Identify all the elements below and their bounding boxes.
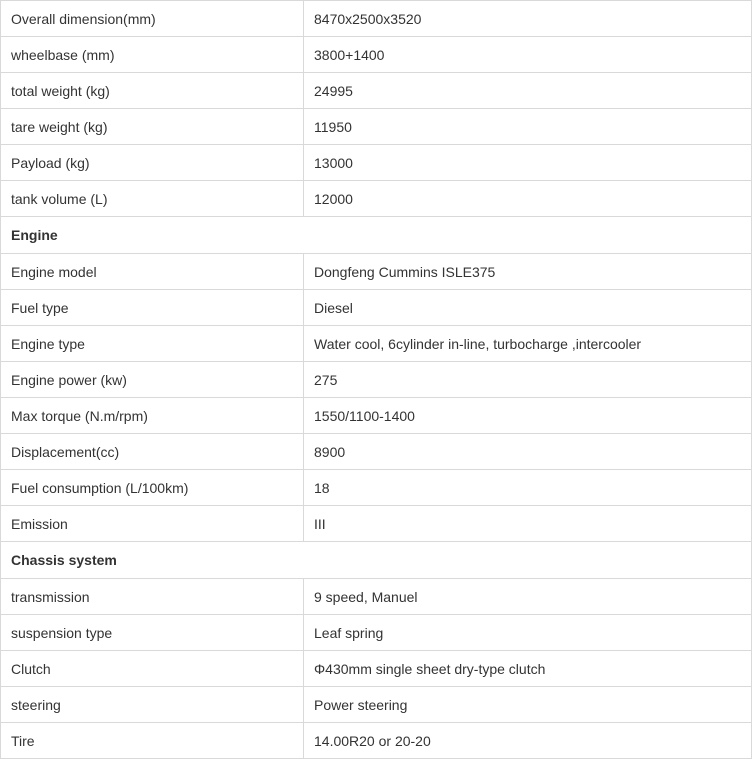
spec-value: Water cool, 6cylinder in-line, turbocharge ,intercooler [304,326,752,362]
table-row [1,73,752,109]
table-row [1,723,752,759]
spec-value: Dongfeng Cummins ISLE375 [304,254,752,290]
table-row [1,109,752,145]
spec-label: Payload (kg) [1,145,304,181]
table-row [1,651,752,687]
section-title: Engine [1,217,752,254]
spec-label: Tire [1,723,304,759]
spec-value: 24995 [304,73,752,109]
spec-value: 9 speed, Manuel [304,579,752,615]
table-row [1,326,752,362]
table-row [1,362,752,398]
section-header-row [1,542,752,579]
spec-value: Leaf spring [304,615,752,651]
spec-value: 14.00R20 or 20-20 [304,723,752,759]
table-row [1,579,752,615]
spec-value: 18 [304,470,752,506]
spec-value: 8900 [304,434,752,470]
spec-value: 275 [304,362,752,398]
spec-label: tare weight (kg) [1,109,304,145]
spec-value: 1550/1100-1400 [304,398,752,434]
spec-value: 3800+1400 [304,37,752,73]
section-title: Chassis system [1,542,752,579]
spec-label: transmission [1,579,304,615]
section-header-row [1,217,752,254]
spec-value: 13000 [304,145,752,181]
spec-label: Emission [1,506,304,542]
table-row [1,145,752,181]
spec-label: Fuel consumption (L/100km) [1,470,304,506]
spec-value: 11950 [304,109,752,145]
spec-value: Power steering [304,687,752,723]
spec-label: Displacement(cc) [1,434,304,470]
spec-label: steering [1,687,304,723]
table-row [1,181,752,217]
table-row [1,434,752,470]
table-row [1,470,752,506]
spec-label: suspension type [1,615,304,651]
spec-value: Diesel [304,290,752,326]
specification-table-body [1,1,752,759]
table-row [1,398,752,434]
spec-label: tank volume (L) [1,181,304,217]
table-row [1,254,752,290]
spec-label: Clutch [1,651,304,687]
spec-label: Engine model [1,254,304,290]
spec-label: Engine power (kw) [1,362,304,398]
spec-value: 8470x2500x3520 [304,1,752,37]
table-row [1,506,752,542]
spec-label: Overall dimension(mm) [1,1,304,37]
table-row [1,1,752,37]
spec-value: Φ430mm single sheet dry-type clutch [304,651,752,687]
table-row [1,290,752,326]
spec-label: Max torque (N.m/rpm) [1,398,304,434]
table-row [1,687,752,723]
spec-label: Engine type [1,326,304,362]
table-row [1,37,752,73]
spec-label: Fuel type [1,290,304,326]
table-row [1,615,752,651]
spec-label: total weight (kg) [1,73,304,109]
spec-value: III [304,506,752,542]
spec-value: 12000 [304,181,752,217]
spec-label: wheelbase (mm) [1,37,304,73]
